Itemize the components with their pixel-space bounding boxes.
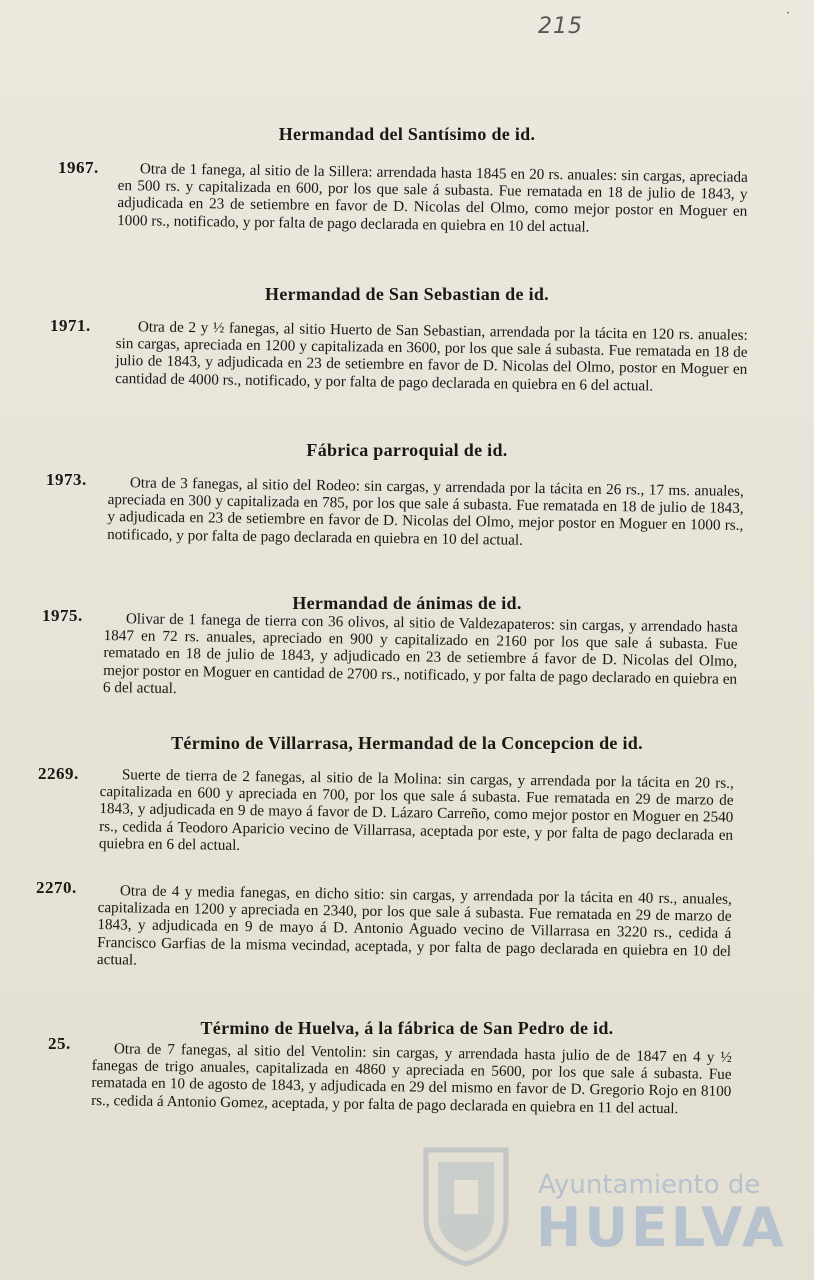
entry-text: Olivar de 1 fanega de tierra con 36 olivos, al sitio de Valdezapateros: sin cargas, y arrendado hasta 1847 en 72 rs. anuales, apreciado en 900 y capitalizado en 2160 por los que sale á subasta. Fue rematado en 18 de julio de 1843, y adjudicado en 23 de setiembre á favor de D. Nicolas del Olmo, mejor postor en Moguer en cantidad de 2700 rs., notificado, y por falta de pago declarado en quiebra en 6 del actual. [102,610,738,697]
entry-text: Otra de 4 y media fanegas, en dicho sitio: sin cargas, y arrendada por la tácita en 40 rs., anuales, capitalizada en 1200 y apreciada en 2340, por los que sale á subasta. Fue rematada en 29 de marzo de 1843, y adjudicada en 9 de mayo á D. Antonio Aguado vecino de Villarrasa en 3220 rs., cedida á Francisco Garfias de la misma vecindad, aceptada, y por falta de pago declarada en quiebra en 10 del actual. [96,882,732,969]
section-heading: Fábrica parroquial de id. [306,440,508,460]
entry-text: Otra de 2 y ½ fanegas, al sitio Huerto de San Sebastian, arrendada por la tácita en 120 rs. anuales: sin cargas, apreciada en 1200 y capitalizada en 3600, por los que sale á subasta. Fue rematada en 18 de julio de 1843, y adjudicada en 23 de setiembre en favor de D. Nicolas del Olmo, postor en Moguer en cantidad de 4000 rs., notificado, y por falta de pago declarada en quiebra en 6 del actual. [115,318,748,395]
entry-number: 2270. [36,878,77,897]
page-number: 215 [538,14,583,39]
entry-text: Suerte de tierra de 2 fanegas, al sitio de la Molina: sin cargas, y arrendada por la tácita en 20 rs., capitalizada en 600 y apreciada en 700, por los que sale á subasta. Fue rematada en 29 de marzo de 1843, y adjudicada en 9 de mayo á favor de D. Lázaro Carreño, como mejor postor en Moguer en 2540 rs., cedida á Teodoro Aparicio vecino de Villarrasa, aceptada por este, y por falta de pago declarada en quiebra en 6 del actual. [98,766,734,854]
entry-number: 1967. [58,158,99,177]
entry-text: Otra de 7 fanegas, al sitio del Ventolin: sin cargas, y arrendada hasta julio de de 1847 en 4 y ½ fanegas de trigo anuales, capitalizada en 4860 y apreciada en 5600, por los que sale á subasta. Fue rematada en 10 de agosto de 1843, y adjudicada en 29 del mismo en favor de D. Gregorio Rojo en 8100 rs., cedida á Antonio Gomez, aceptada, y por falta de pago declarada en quiebra en 11 del actual. [91,1040,732,1117]
section-heading: Hermandad del Santísimo de id. [278,124,536,144]
section-heading: Término de Villarrasa, Hermandad de la Concepcion de id. [171,733,643,753]
entry-number: 2269. [38,764,79,783]
entry-text: Otra de 1 fanega, al sitio de la Sillera: arrendada hasta 1845 en 20 rs. anuales: sin cargas, apreciada en 500 rs. y capitalizada en 600, por los que sale á subasta. Fue rematada en 18 de julio de 1843, y adjudicada en 23 de setiembre en favor de D. Nicolas del Olmo, como mejor postor en Moguer en 1000 rs., notificado, y por falta de pago declarada en quiebra en 10 del actual. [117,160,748,236]
section-heading: Hermandad de ánimas de id. [292,593,522,613]
entry-text: Otra de 3 fanegas, al sitio del Rodeo: sin cargas, y arrendada por la tácita en 26 rs., 17 ms. anuales, apreciada en 300 y capitalizada en 785, por los que sale á subasta. Fue rematada en 18 de julio de 1843, y adjudicada en 23 de setiembre en favor de D. Nicolas del Olmo, mejor postor en Moguer en 1000 rs., notificado, y por falta de pago declarada en quiebra en 10 del actual. [107,474,744,549]
entry-number: 1975. [42,606,83,625]
entry-number: 25. [48,1034,71,1053]
section-heading: Hermandad de San Sebastian de id. [265,284,549,304]
watermark-line1: Ayuntamiento de [538,1170,761,1200]
entry-number: 1971. [50,316,91,335]
watermark-line2: HUELVA [536,1196,787,1259]
city-crest-watermark [418,1140,514,1268]
corner-mark: · [786,6,790,20]
section-heading: Término de Huelva, á la fábrica de San Pedro de id. [200,1018,614,1038]
entry-number: 1973. [46,470,87,489]
